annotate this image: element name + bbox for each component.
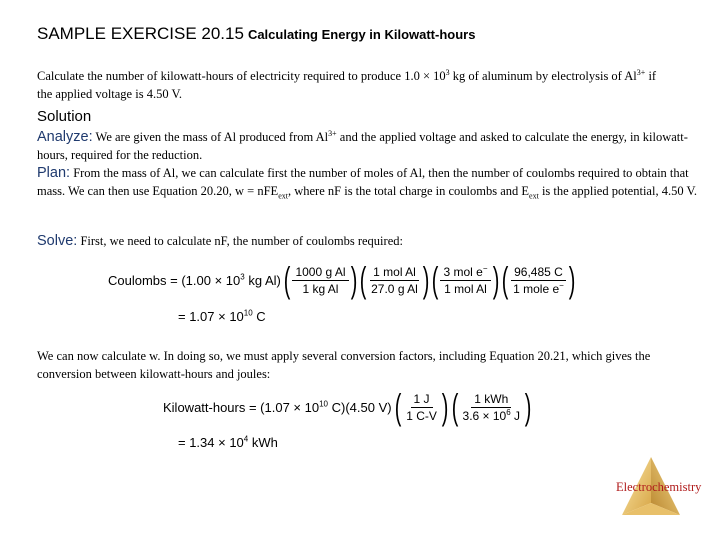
exercise-title <box>37 24 475 44</box>
chapter-label: Electrochemistry <box>616 480 702 494</box>
fraction-mol-electrons: $\frac{3 mol e^-}{\text{1 mol Al}}$ <box>440 265 490 296</box>
solution-heading: Solution <box>37 108 92 125</box>
exercise-number: SAMPLE EXERCISE 20.15 <box>37 24 244 43</box>
kilowatt-hours-result: = $1.34 \times 10^4$ kWh <box>178 434 278 450</box>
analyze-label: Analyze: <box>37 129 93 145</box>
plan-paragraph: Plan: From the mass of Al, we can calculate first the number of moles of Al, then the number of coulombs required to obtain that mass. We can then use Equation 20.20, w = nFE$_{ext}$, where nF is the total charge in coulombs and $E_{ext}$ is the applied potential, 4.50 V. <box>37 165 698 201</box>
conversion-paragraph: We can now calculate w. In doing so, we must apply several conversion factors, including Equation 20.21, which gives the conversion between kilowatt-hours and joules: <box>37 349 651 381</box>
plan-label: Plan: <box>37 165 71 181</box>
fraction-joule: $\frac{1 J}{1 C-V}$ <box>406 391 437 423</box>
coulombs-result: = $1.07 \times 10^{10}$ C <box>178 308 266 324</box>
solve-paragraph: Solve: First, we need to calculate nF, the number of coulombs required: <box>37 233 403 249</box>
fraction-faraday: $\frac{96,485 C}{1 mole e^-}$ <box>513 264 564 296</box>
coulombs-equation: Coulombs = ($1.00 \times 10^3$ kg Al) ( $\frac{\text{1000 g Al}}{\text{1 kg Al}}$ ) ( $\frac{\text{1 mol Al}}{\text{27.0 g Al}}$ ) ( $\frac{3 mol e^-}{\text{1 mol Al}}$ ) ( $\frac{96,485 C}{1 mole e^-}$ ) <box>108 259 576 300</box>
fraction-g-to-mol: $\frac{\text{1 mol Al}}{\text{27.0 g Al}}$ <box>371 264 418 296</box>
analyze-paragraph: Analyze: We are given the mass of Al produced from $Al^{3+}$ and the applied voltage and asked to calculate the energy, in kilowatt-hours, required for the reduction. <box>37 128 688 162</box>
fraction-kwh: $\frac{\text{1 kWh}}{3.6 \times 10^6 J}$ <box>462 391 521 423</box>
exercise-subtitle: Calculating Energy in Kilowatt-hours <box>247 27 476 42</box>
fraction-kg-to-g: $\frac{\text{1000 g Al}}{\text{1 kg Al}}$ <box>292 265 348 296</box>
solve-label: Solve: <box>37 233 78 249</box>
problem-statement: Calculate the number of kilowatt-hours of electricity required to produce $1.0 \times 10^3$ kg of aluminum by electrolysis of $Al^{3+}$ if the applied voltage is 4.50 V. <box>37 67 657 101</box>
kilowatt-hours-equation: Kilowatt-hours = ($1.07 \times 10^{10}$ C)(4.50 V) ( $\frac{1 J}{1 C-V}$ ) ( $\frac{\text{1 kWh}}{3.6 \times 10^6 J}$ ) <box>163 386 532 427</box>
